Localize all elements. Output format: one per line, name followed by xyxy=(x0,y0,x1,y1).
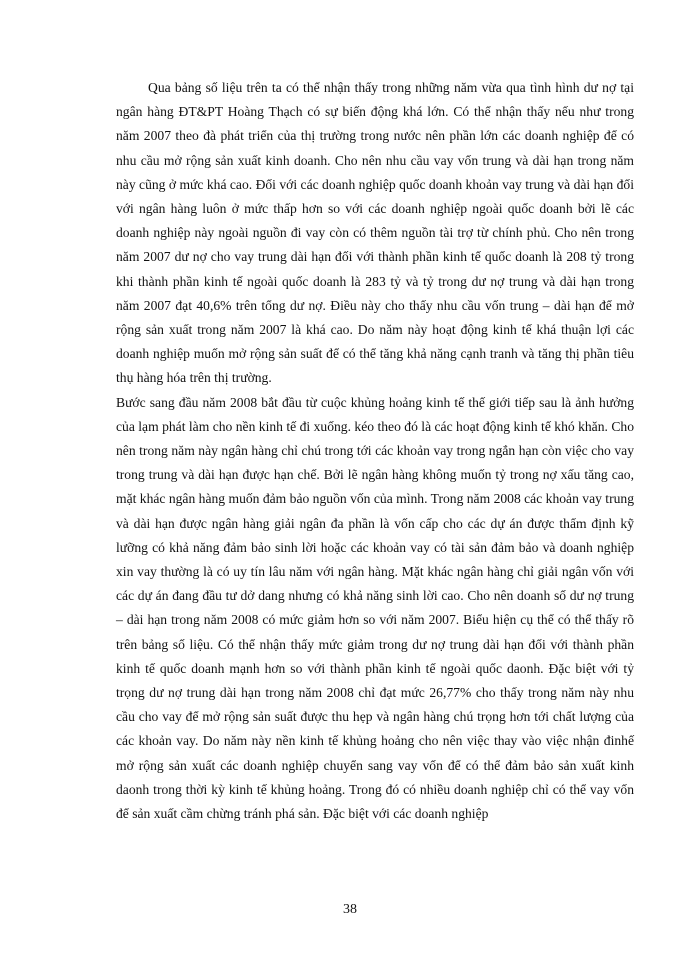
page-number: 38 xyxy=(343,902,357,917)
body-text xyxy=(116,76,634,826)
paragraph-1: Qua bảng số liệu trên ta có thể nhận thấy trong những năm vừa qua tình hình dư nợ tại ngân hàng ĐT&PT Hoàng Thạch có sự biến động khá lớn. Có thể nhận thấy nếu như trong năm 2007 theo đà phát triển của thị trường trong nước nên phần lớn các doanh nghiệp để có nhu cầu mở rộng sản xuất kinh doanh. Cho nên nhu cầu vay vốn trung và dài hạn trong năm này cũng ở mức khá cao. Đối với các doanh nghiệp quốc doanh khoản vay trung và dài hạn đối với ngân hàng luôn ở mức thấp hơn so với các doanh nghiệp ngoài quốc doanh bởi lẽ các doanh nghiệp này ngoài nguồn đi vay còn có thêm nguồn tài trợ từ chính phủ. Cho nên trong năm 2007 dư nợ cho vay trung dài hạn đối với thành phần kinh tế quốc doanh là 208 tỷ trong khi thành phần kinh tế ngoài quốc doanh là 283 tỷ và tỷ trong dư nợ trung và dài hạn trong năm 2007 đạt 40,6% trên tổng dư nợ. Điều này cho thấy nhu cầu vốn trung – dài hạn để mở rộng sản xuất trong năm 2007 là khá cao. Do năm này hoạt động kinh tế khá thuận lợi các doanh nghiệp muốn mở rộng sản suất để có thể tăng khả năng cạnh tranh và tăng thị phần tiêu thụ hàng hóa trên thị trường. xyxy=(116,80,634,386)
paragraph-2: Bước sang đầu năm 2008 bắt đầu từ cuộc khủng hoảng kinh tế thế giới tiếp sau là ảnh hưởng của lạm phát làm cho nền kinh tế đi xuống. kéo theo đó là các hoạt động kinh tế khó khăn. Cho nên trong năm này ngân hàng chỉ chú trong tới các khoản vay trong ngắn hạn còn việc cho vay trong trung và dài hạn được hạn chế. Bởi lẽ ngân hàng không muốn tỷ trong nợ xấu tăng cao, mặt khác ngân hàng muốn đảm bảo nguồn vốn của mình. Trong năm 2008 các khoản vay trung và dài hạn được ngân hàng giải ngân đa phần là vốn cấp cho các dự án được thẩm định kỹ lưỡng có khả năng đảm bảo sinh lời hoặc các khoản vay có tài sản đảm bảo và doanh nghiệp xin vay thường là có uy tín lâu năm với ngân hàng. Mặt khác ngân hàng chỉ giải ngân vốn với các dự án đang đầu tư dở dang nhưng có khả năng sinh lời cao. Cho nên doanh số dư nợ trung – dài hạn trong năm 2008 có mức giảm hơn so với năm 2007. Biểu hiện cụ thể có thể thấy rõ trên bảng số liệu. Có thể nhận thấy mức giảm trong dư nợ trung dài hạn đối với thành phần kinh tế quốc doanh mạnh hơn so với thành phần kinh tế ngoài quốc daonh. Đặc biệt với tỷ trọng dư nợ trung dài hạn trong năm 2008 chỉ đạt mức 26,77% cho thấy trong năm này nhu cầu cho vay để mở rộng sản suất được thu hẹp và ngân hàng chú trọng hơn tới chất lượng của các khoản vay. Do năm này nền kinh tế khủng hoảng cho nên việc thay vào việc nhận đinhế mở rộng sản xuất các doanh nghiệp chuyển sang vay vốn để có thể đảm bảo sản xuất kinh daonh trong thời kỳ kinh tế khủng hoảng. Trong đó có nhiều doanh nghiệp chỉ có thể vay vốn để sản xuất cầm chừng tránh phá sản. Đặc biệt với các doanh nghiệp xyxy=(116,394,634,822)
